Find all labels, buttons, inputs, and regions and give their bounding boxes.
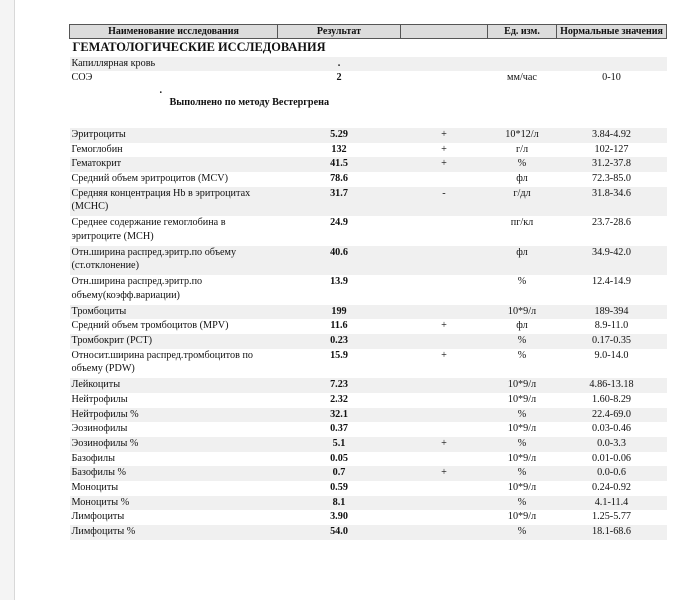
sample-row [70,57,667,72]
header-result: Результат [278,25,401,39]
test-result: 54.0 [278,525,401,540]
test-norm: 31.2-37.8 [557,157,667,172]
test-flag [401,525,488,540]
test-norm: 22.4-69.0 [557,408,667,423]
test-flag: + [401,466,488,481]
esr-unit: мм/час [507,72,537,84]
test-result: 41.5 [278,157,401,172]
test-norm: 0.03-0.46 [591,423,632,435]
test-unit: % [488,466,557,481]
test-unit: 10*9/л [507,482,537,494]
header-flag [401,25,488,39]
section-title-row [70,39,667,57]
test-unit: % [517,276,527,288]
test-norm: 1.25-5.77 [591,511,632,523]
table-row [70,172,667,187]
test-unit: фл [516,320,528,332]
test-result: 24.9 [330,217,348,229]
test-flag [401,393,488,408]
test-unit: 10*12/л [488,128,557,143]
test-name: Относит.ширина распред.тромбоцитов по объему (PDW) [71,349,253,375]
table-row [70,481,667,496]
esr-result: 2 [336,72,342,84]
test-name: Средний объем эритроцитов (MCV) [71,173,229,185]
dot-row [70,86,667,96]
test-result: 132 [331,143,347,155]
test-name: Эозинофилы % [70,437,278,452]
table-row [70,378,667,393]
test-flag [401,496,488,511]
esr-row [70,71,667,86]
test-name: Базофилы % [70,466,278,481]
test-flag [401,481,488,496]
test-norm: 3.84-4.92 [557,128,667,143]
test-flag [401,334,488,349]
table-row [70,525,667,540]
test-name: Базофилы [71,452,115,464]
test-name: Нейтрофилы [71,393,128,405]
test-norm: 0.0-0.6 [557,466,667,481]
sample-name: Капиллярная кровь [70,57,278,72]
test-name: Нейтрофилы % [70,408,278,423]
test-unit: % [488,525,557,540]
test-result: 3.90 [330,511,348,523]
test-name: Эозинофилы [71,423,128,435]
test-unit: г/дл [488,187,557,217]
test-result: 199 [278,305,401,320]
method-note: Выполнено по методу Вестергрена [169,96,330,108]
table-row [70,216,667,246]
table-row [70,452,667,467]
test-flag: + [401,128,488,143]
test-flag: + [441,349,447,361]
test-flag: + [441,320,447,332]
test-flag: + [401,157,488,172]
test-name: Гемоглобин [71,143,123,155]
test-unit: % [488,334,557,349]
table-row [70,437,667,452]
test-flag [401,510,488,525]
test-unit: % [488,157,557,172]
method-row [70,96,667,110]
test-unit: 10*9/л [507,511,537,523]
header-unit: Ед. изм. [488,25,557,39]
table-row [70,157,667,172]
test-name: Средний объем тромбоцитов (MPV) [71,320,229,332]
test-unit: фл [488,246,557,276]
table-row [70,408,667,423]
test-norm: 9.0-14.0 [594,349,629,361]
test-flag: + [401,437,488,452]
test-result: 11.6 [330,320,348,332]
test-name: Лимфоциты [71,511,125,523]
dot-mark: . [159,84,163,96]
test-result: 0.37 [330,423,348,435]
test-result: 0.05 [330,452,348,464]
table-row [70,275,667,305]
test-unit: пг/кл [510,217,534,229]
table-row [70,128,667,143]
test-name: Эритроциты [70,128,278,143]
section-title: ГЕМАТОЛОГИЧЕСКИЕ ИССЛЕДОВАНИЯ [72,40,326,55]
test-unit: 10*9/л [488,305,557,320]
esr-name: СОЭ [71,72,93,84]
test-norm: 4.1-11.4 [557,496,667,511]
test-result: 2.32 [330,393,348,405]
test-flag [401,378,488,393]
test-name: Моноциты [71,482,119,494]
test-flag [401,216,488,246]
test-name: Отн.ширина распред.эритр.по объему (ст.отклонение) [70,246,278,276]
test-unit: 10*9/л [488,378,557,393]
table-row [70,510,667,525]
test-unit: % [517,349,527,361]
table-row [70,334,667,349]
test-norm: 0.01-0.06 [591,452,632,464]
test-unit: 10*9/л [507,423,537,435]
test-name: Тромбокрит (PCT) [70,334,278,349]
header-norm: Нормальные значения [557,25,667,39]
test-flag [401,172,488,187]
test-norm: 34.9-42.0 [557,246,667,276]
test-flag [401,305,488,320]
test-result: 40.6 [278,246,401,276]
table-row [70,246,667,276]
test-result: 13.9 [330,276,348,288]
table-header-row [70,25,667,39]
test-unit: % [488,437,557,452]
test-unit: фл [516,173,528,185]
test-norm: 189-394 [557,305,667,320]
test-name: Гематокрит [70,157,278,172]
table-row [70,496,667,511]
header-name: Наименование исследования [70,25,278,39]
table-row [70,143,667,158]
test-unit: % [488,496,557,511]
table-row [70,466,667,481]
document-page [14,0,686,600]
table-row [70,319,667,334]
test-unit: 10*9/л [507,452,537,464]
test-norm: 0.0-3.3 [557,437,667,452]
test-norm: 31.8-34.6 [557,187,667,217]
test-result: 8.1 [278,496,401,511]
test-result: 0.23 [278,334,401,349]
test-norm: 23.7-28.6 [591,217,632,229]
test-flag [401,246,488,276]
test-norm: 0.24-0.92 [591,482,632,494]
test-result: 31.7 [278,187,401,217]
test-result: 78.6 [330,173,348,185]
table-row [70,187,667,217]
test-result: 5.29 [278,128,401,143]
test-norm: 102-127 [594,143,629,155]
test-name: Лимфоциты % [70,525,278,540]
test-norm: 18.1-68.6 [557,525,667,540]
test-result: 32.1 [278,408,401,423]
test-norm: 72.3-85.0 [591,173,632,185]
test-unit: 10*9/л [507,393,537,405]
test-norm: 4.86-13.18 [557,378,667,393]
test-unit: % [488,408,557,423]
test-norm: 1.60-8.29 [591,393,632,405]
test-flag [401,275,488,305]
test-name: Средняя концентрация Hb в эритроцитах (MCHC) [70,187,278,217]
test-flag: - [401,187,488,217]
test-result: 0.7 [278,466,401,481]
esr-norm: 0-10 [602,72,621,84]
table-row [70,349,667,379]
sample-result: . [278,57,401,72]
test-name: Отн.ширина распред.эритр.по объему(коэфф.вариации) [71,276,203,301]
table-row [70,422,667,437]
test-norm: 8.9-11.0 [594,320,629,332]
spacer-row [70,110,667,128]
test-flag [401,422,488,437]
results-table [69,24,667,540]
test-result: 0.59 [330,482,348,494]
test-name: Тромбоциты [70,305,278,320]
test-name: Моноциты % [70,496,278,511]
table-row [70,393,667,408]
test-flag [401,408,488,423]
test-result: 5.1 [278,437,401,452]
test-name: Лейкоциты [70,378,278,393]
test-result: 15.9 [330,349,348,361]
test-flag [401,452,488,467]
test-norm: 12.4-14.9 [591,276,632,288]
test-result: 7.23 [278,378,401,393]
test-unit: г/л [515,143,529,155]
table-row [70,305,667,320]
test-norm: 0.17-0.35 [557,334,667,349]
test-flag: + [441,143,447,155]
test-name: Среднее содержание гемоглобина в эритроците (MCH) [71,217,226,242]
